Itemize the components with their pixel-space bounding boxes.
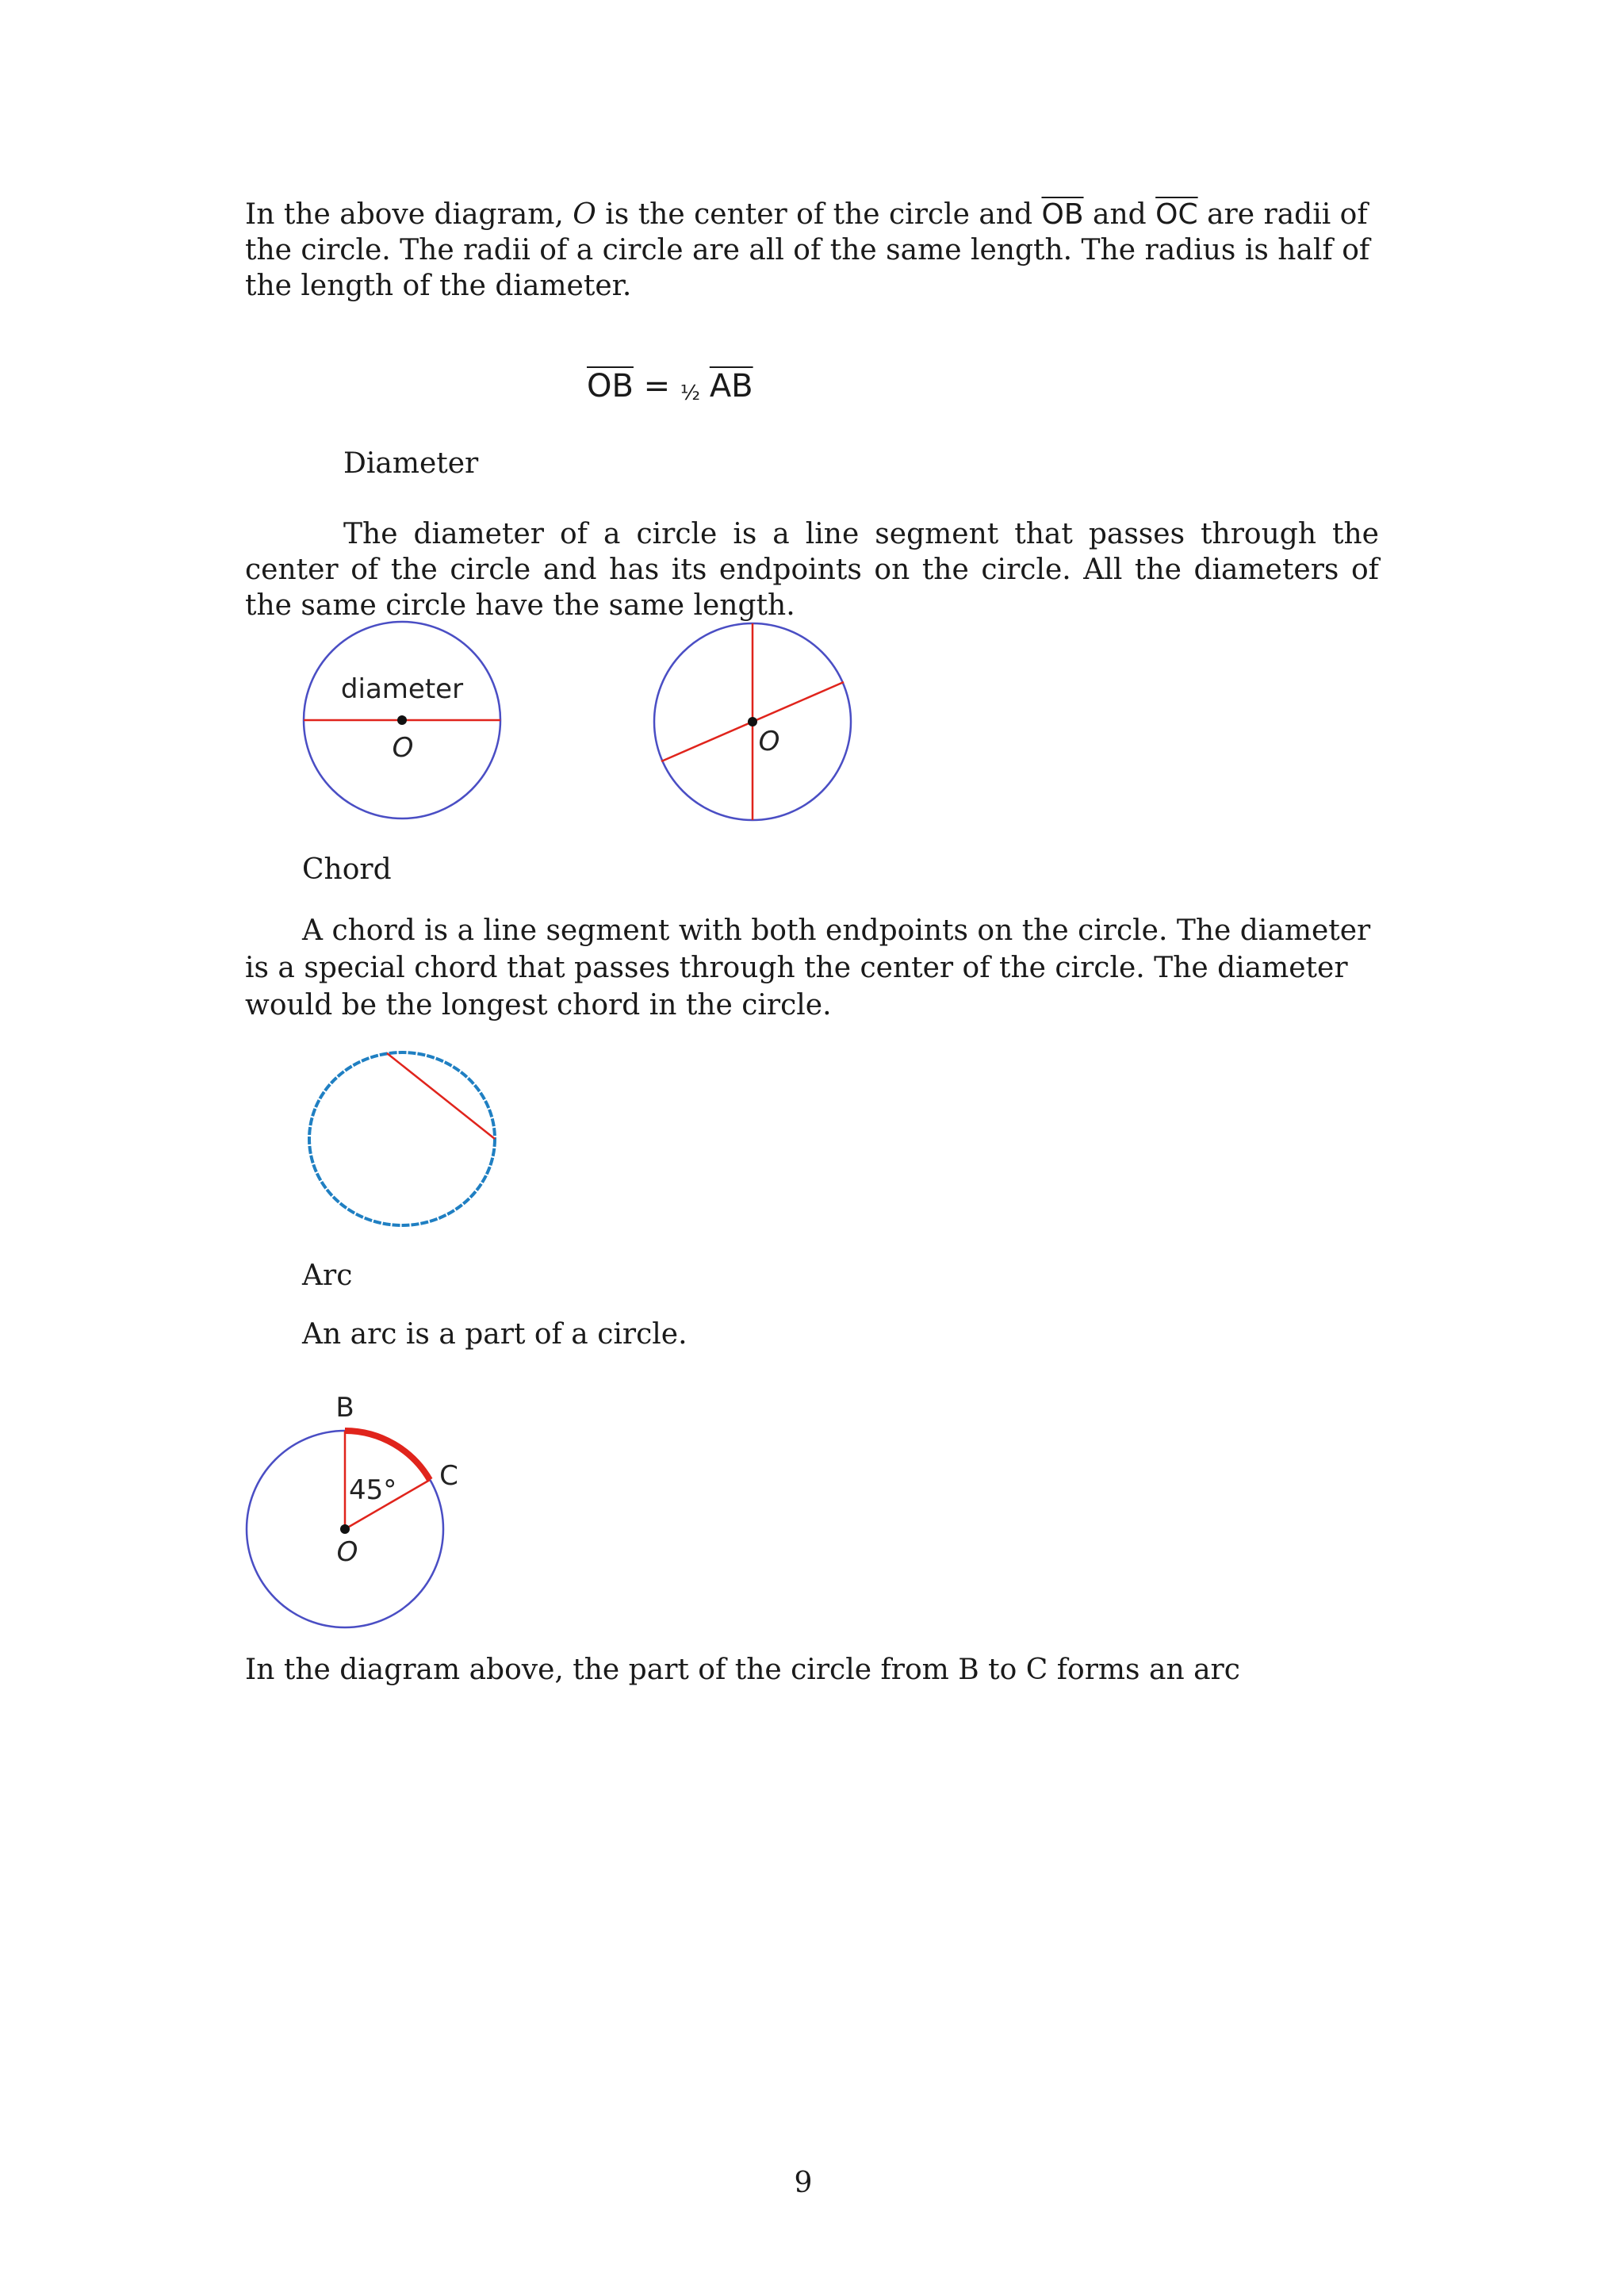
arc-caption: In the diagram above, the part of the circle from B to C forms an arc xyxy=(245,1654,1240,1686)
arc-figure xyxy=(238,1380,476,1642)
center-label-o: O xyxy=(392,732,414,764)
intro-paragraph xyxy=(245,197,1379,304)
equation-equals: = xyxy=(643,368,671,404)
chord-paragraph: A chord is a line segment with both endpoints on the circle. The diameter is a special chord that passes through the center of the circle. The diameter would be the longest chord in the circle. xyxy=(245,914,1371,1022)
center-label-o: O xyxy=(758,726,780,757)
chord-figure xyxy=(301,1045,523,1236)
center-symbol: O xyxy=(573,198,596,231)
arc-bc xyxy=(345,1431,430,1480)
center-label-o: O xyxy=(336,1536,358,1568)
heading-arc: Arc xyxy=(302,1259,353,1292)
intro-and: and xyxy=(1092,198,1147,231)
heading-chord: Chord xyxy=(302,853,392,886)
intro-text-3: are radii of the circle. The radii of a circle are all of the same length. The radius is half of the length of the diameter. xyxy=(245,198,1370,302)
circle-outline xyxy=(309,1052,495,1225)
equation-rhs: $\overline{AB}$ xyxy=(709,368,753,404)
intro-text-1: In the above diagram, xyxy=(245,198,564,231)
radius-equation xyxy=(587,366,753,410)
center-point xyxy=(397,715,407,725)
segment-oc: $\overline{OC}$ xyxy=(1155,198,1198,231)
diameter-figure-2 xyxy=(650,619,872,833)
diameter-paragraph: The diameter of a circle is a line segment that passes through the center of the circle and has its endpoints on the circle. All the diameters of the same circle have the same length. xyxy=(245,518,1379,622)
chord-line xyxy=(387,1053,495,1139)
center-point xyxy=(748,717,757,726)
diameter-figure-1 xyxy=(293,619,515,833)
diameter-label: diameter xyxy=(340,673,464,705)
point-b-label: B xyxy=(335,1392,354,1424)
page-number: 9 xyxy=(794,2167,813,2199)
center-point xyxy=(340,1524,350,1534)
heading-diameter: Diameter xyxy=(343,447,479,480)
point-c-label: C xyxy=(439,1460,458,1492)
segment-ob: $\overline{OB}$ xyxy=(1041,198,1084,231)
angle-label: 45° xyxy=(349,1474,397,1506)
intro-text-2: is the center of the circle and xyxy=(605,198,1033,231)
arc-paragraph: An arc is a part of a circle. xyxy=(302,1318,688,1351)
equation-lhs: $\overline{OB}$ xyxy=(587,368,634,404)
equation-fraction: ½ xyxy=(680,381,700,405)
